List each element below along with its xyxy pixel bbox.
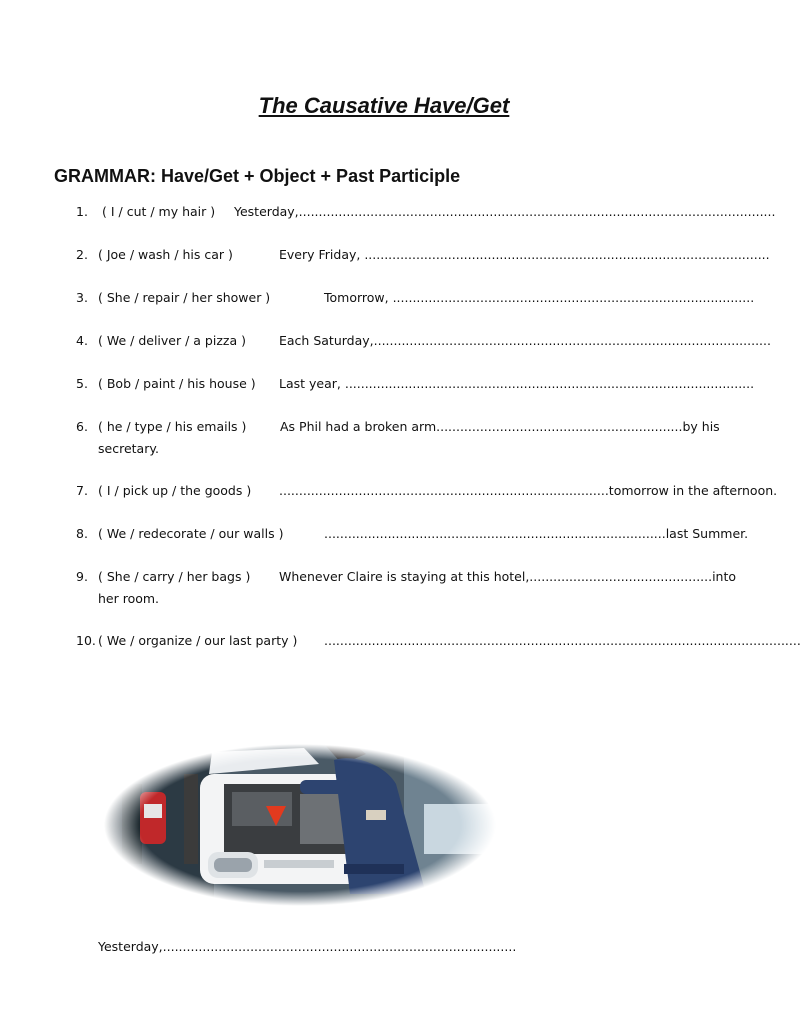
item-prompt: ( Joe / wash / his car ) [98,247,233,262]
item-number: 8. [76,526,88,541]
item-sentence: Last year, ....................................................................................................... [279,376,755,391]
item-sentence: ...................................................................................tomorrow in the afternoon. [279,483,778,498]
item-number: 2. [76,247,88,262]
item-prompt: ( he / type / his emails ) [98,419,247,434]
item-sentence: As Phil had a broken arm..............................................................by his [280,419,720,434]
item-sentence: Every Friday, ...................................................................................................... [279,247,770,262]
worksheet-title: The Causative Have/Get [258,93,510,118]
item-continuation: her room. [98,591,160,606]
item-sentence: Tomorrow, ........................................................................................... [324,290,755,305]
item-prompt: ( We / deliver / a pizza ) [98,333,246,348]
item-prompt: ( I / cut / my hair ) [102,204,216,219]
item-prompt: ( We / redecorate / our walls ) [98,526,284,541]
item-prompt: ( She / repair / her shower ) [98,290,271,305]
item-number: 9. [76,569,88,584]
item-sentence: Whenever Claire is staying at this hotel,..............................................into [279,569,737,584]
item-number: 10. [76,633,96,648]
item-number: 7. [76,483,88,498]
item-sentence: Each Saturday,.................................................................................................... [279,333,771,348]
item-prompt: ( Bob / paint / his house ) [98,376,256,391]
item-number: 3. [76,290,88,305]
item-continuation: secretary. [98,441,159,456]
item-number: 5. [76,376,88,391]
mechanic-photo [104,744,496,906]
item-number: 4. [76,333,88,348]
item-number: 6. [76,419,88,434]
item-prompt: ( We / organize / our last party ) [98,633,298,648]
item-prompt: ( She / carry / her bags ) [98,569,251,584]
grammar-heading: GRAMMAR: Have/Get + Object + Past Participle [54,166,461,186]
item-sentence: ........................................................................................................................ [324,633,801,648]
item-sentence: Yesterday,........................................................................................................................ [234,204,776,219]
item-sentence: ......................................................................................last Summer. [324,526,749,541]
item-prompt: ( I / pick up / the goods ) [98,483,252,498]
item-number: 1. [76,204,88,219]
photo-sentence-prompt: Yesterday,......................................................................................... [98,939,517,954]
